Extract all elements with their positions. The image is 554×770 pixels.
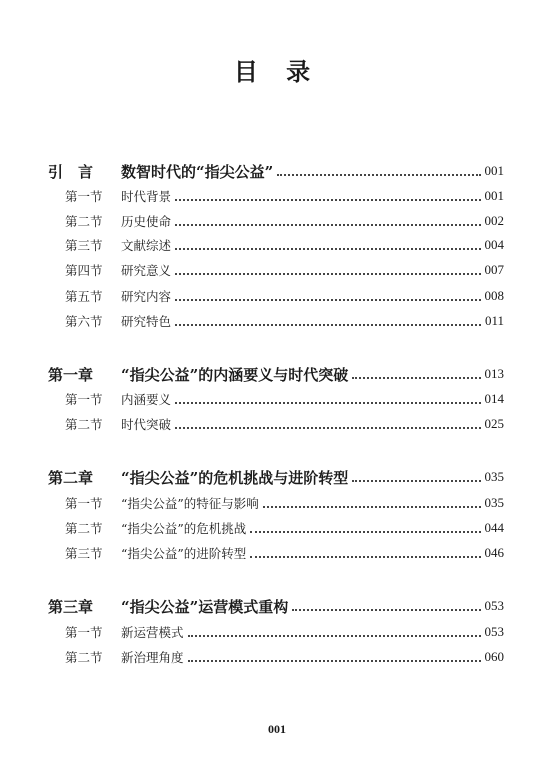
toc-section[interactable] bbox=[48, 234, 504, 256]
chapter-number: 第二章 bbox=[48, 468, 94, 487]
section-title: 研究特色 bbox=[121, 314, 172, 329]
chapter-title: “指尖公益”运营模式重构 bbox=[121, 597, 289, 616]
section-title: “指尖公益”的进阶转型 bbox=[121, 546, 247, 561]
section-number: 第三节 bbox=[65, 546, 103, 561]
dot-leader bbox=[250, 542, 480, 558]
chapter-number: 引 言 bbox=[48, 162, 94, 181]
toc-section[interactable] bbox=[48, 388, 504, 410]
chapter-number: 第三章 bbox=[48, 597, 94, 616]
dot-leader bbox=[277, 160, 480, 176]
dot-leader bbox=[175, 388, 480, 404]
dot-leader bbox=[188, 646, 481, 662]
toc-section[interactable] bbox=[48, 210, 504, 232]
section-number: 第一节 bbox=[65, 625, 103, 640]
section-title: 新运营模式 bbox=[121, 625, 184, 640]
section-title: 文献综述 bbox=[121, 238, 172, 253]
footer-page-number: 001 bbox=[268, 722, 286, 736]
chapter-title: 数智时代的“指尖公益” bbox=[121, 162, 274, 181]
section-number: 第二节 bbox=[65, 417, 103, 432]
dot-leader bbox=[175, 259, 480, 275]
section-title: 时代背景 bbox=[121, 189, 172, 204]
dot-leader bbox=[175, 234, 480, 250]
page-number: 004 bbox=[484, 237, 504, 252]
dot-leader bbox=[175, 185, 480, 201]
toc-section[interactable] bbox=[48, 413, 504, 435]
section-title: 内涵要义 bbox=[121, 392, 172, 407]
section-title: 研究内容 bbox=[121, 289, 172, 304]
page-number: 011 bbox=[484, 313, 504, 328]
page-number: 014 bbox=[484, 391, 504, 406]
section-number: 第四节 bbox=[65, 263, 103, 278]
toc-chapter-2[interactable] bbox=[48, 466, 504, 488]
section-title: 新治理角度 bbox=[121, 650, 184, 665]
section-number: 第一节 bbox=[65, 392, 103, 407]
toc-section[interactable] bbox=[48, 542, 504, 564]
toc-section[interactable] bbox=[48, 185, 504, 207]
page-number: 013 bbox=[484, 366, 504, 381]
page-number: 002 bbox=[484, 213, 504, 228]
toc-section[interactable] bbox=[48, 259, 504, 281]
section-number: 第一节 bbox=[65, 496, 103, 511]
toc-chapter-3[interactable] bbox=[48, 595, 504, 617]
page-number: 046 bbox=[484, 545, 504, 560]
dot-leader bbox=[352, 466, 480, 482]
toc-section[interactable] bbox=[48, 492, 504, 514]
page-number: 035 bbox=[484, 469, 504, 484]
toc-section[interactable] bbox=[48, 285, 504, 307]
page-number: 008 bbox=[484, 288, 504, 303]
page-number: 053 bbox=[484, 598, 504, 613]
dot-leader bbox=[175, 310, 481, 326]
section-number: 第六节 bbox=[65, 314, 103, 329]
page-number: 007 bbox=[484, 262, 504, 277]
dot-leader bbox=[175, 210, 480, 226]
page-number: 060 bbox=[484, 649, 504, 664]
section-title: “指尖公益”的危机挑战 bbox=[121, 521, 247, 536]
dot-leader bbox=[263, 492, 481, 508]
toc-chapter-intro[interactable] bbox=[48, 160, 504, 182]
dot-leader bbox=[175, 285, 480, 301]
page-title: 目 录 bbox=[233, 57, 321, 86]
section-number: 第二节 bbox=[65, 650, 103, 665]
section-title: 时代突破 bbox=[121, 417, 172, 432]
section-title: “指尖公益”的特征与影响 bbox=[121, 496, 259, 511]
section-number: 第二节 bbox=[65, 214, 103, 229]
toc-section[interactable] bbox=[48, 646, 504, 668]
chapter-title: “指尖公益”的内涵要义与时代突破 bbox=[121, 365, 349, 384]
page-number: 001 bbox=[484, 163, 504, 178]
page-number: 035 bbox=[484, 495, 504, 510]
section-number: 第一节 bbox=[65, 189, 103, 204]
dot-leader bbox=[352, 363, 480, 379]
section-title: 研究意义 bbox=[121, 263, 172, 278]
section-number: 第三节 bbox=[65, 238, 103, 253]
page-number: 025 bbox=[484, 416, 504, 431]
page-number: 001 bbox=[484, 188, 504, 203]
toc-section[interactable] bbox=[48, 517, 504, 539]
toc-section[interactable] bbox=[48, 310, 504, 332]
dot-leader bbox=[188, 621, 481, 637]
section-number: 第五节 bbox=[65, 289, 103, 304]
dot-leader bbox=[175, 413, 480, 429]
chapter-title: “指尖公益”的危机挑战与进阶转型 bbox=[121, 468, 349, 487]
toc-chapter-1[interactable] bbox=[48, 363, 504, 385]
chapter-number: 第一章 bbox=[48, 365, 94, 384]
section-number: 第二节 bbox=[65, 521, 103, 536]
toc-section[interactable] bbox=[48, 621, 504, 643]
page-number: 053 bbox=[484, 624, 504, 639]
dot-leader bbox=[250, 517, 480, 533]
page-number: 044 bbox=[484, 520, 504, 535]
dot-leader bbox=[292, 595, 480, 611]
section-title: 历史使命 bbox=[121, 214, 172, 229]
